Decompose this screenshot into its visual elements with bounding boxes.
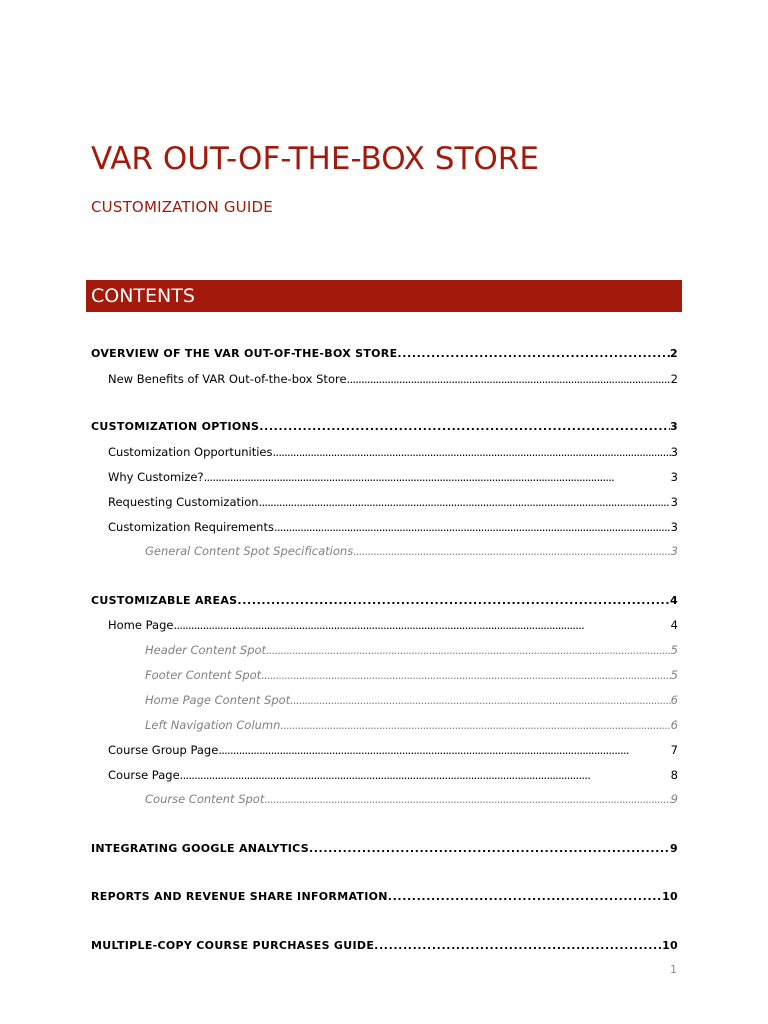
toc-entry-customizable-areas[interactable]: [91, 592, 678, 610]
toc-page-number: 3: [670, 495, 678, 509]
toc-entry-header-content-spot[interactable]: [145, 641, 678, 659]
toc-entry-multiple-copy-purchases[interactable]: [91, 937, 678, 955]
toc-entry-label: New Benefits of VAR Out-of-the-box Store: [108, 372, 347, 386]
toc-entry-requesting-customization[interactable]: [108, 493, 678, 511]
toc-entry-label: Home Page: [108, 618, 174, 632]
toc-page-number: 3: [670, 420, 678, 433]
toc-page-number: 3: [670, 520, 678, 534]
toc-entry-label: MULTIPLE-COPY COURSE PURCHASES GUIDE: [91, 939, 375, 952]
toc-entry-home-page[interactable]: [108, 616, 678, 634]
toc-entry-label: REPORTS AND REVENUE SHARE INFORMATION: [91, 890, 388, 903]
toc-entry-label: CUSTOMIZABLE AREAS: [91, 594, 238, 607]
toc-entry-why-customize[interactable]: [108, 468, 678, 486]
contents-heading: CONTENTS: [91, 285, 195, 307]
toc-page-number: 4: [670, 594, 678, 607]
toc-entry-reports-revenue-share[interactable]: [91, 888, 678, 906]
toc-page-number: 3: [670, 544, 678, 558]
toc-entry-label: Course Content Spot: [145, 792, 265, 806]
document-title: VAR OUT-OF-THE-BOX STORE: [91, 141, 539, 177]
toc-page-number: 10: [662, 890, 678, 903]
toc-entry-customization-opportunities[interactable]: [108, 443, 678, 461]
toc-leader: [273, 443, 671, 461]
toc-leader: [388, 888, 662, 906]
toc-entry-label: CUSTOMIZATION OPTIONS: [91, 420, 260, 433]
toc-entry-google-analytics[interactable]: [91, 840, 678, 858]
toc-entry-left-navigation-column[interactable]: [145, 716, 678, 734]
toc-leader: [397, 345, 670, 363]
toc-page-number: 3: [670, 470, 678, 484]
toc-entry-course-content-spot[interactable]: [145, 790, 678, 808]
toc-leader: [173, 616, 670, 634]
toc-page-number: 2: [670, 347, 678, 360]
toc-page-number: 6: [670, 693, 678, 707]
toc-entry-footer-content-spot[interactable]: [145, 666, 678, 684]
toc-page-number: 3: [670, 445, 678, 459]
toc-entry-label: Header Content Spot: [145, 643, 267, 657]
toc-leader: [204, 468, 671, 486]
toc-entry-overview[interactable]: [91, 345, 678, 363]
toc-page-number: 2: [670, 372, 678, 386]
toc-leader: [274, 518, 671, 536]
toc-entry-general-content-spot[interactable]: [145, 542, 678, 560]
toc-page-number: 9: [670, 842, 678, 855]
toc-page-number: 4: [670, 618, 678, 632]
toc-leader: [353, 542, 670, 560]
toc-entry-customization-options[interactable]: [91, 418, 678, 436]
toc-leader: [280, 716, 670, 734]
toc-entry-label: Left Navigation Column: [145, 718, 281, 732]
toc-entry-label: General Content Spot Specifications: [145, 544, 354, 558]
toc-page-number: 10: [662, 939, 678, 952]
toc-leader: [264, 790, 670, 808]
toc-entry-new-benefits[interactable]: [108, 370, 678, 388]
toc-leader: [374, 937, 662, 955]
toc-leader: [237, 592, 670, 610]
toc-leader: [266, 641, 671, 659]
toc-entry-course-group-page[interactable]: [108, 741, 678, 759]
toc-leader: [259, 493, 671, 511]
toc-page-number: 5: [670, 643, 678, 657]
toc-leader: [261, 666, 670, 684]
toc-entry-label: Home Page Content Spot: [145, 693, 291, 707]
toc-entry-label: Customization Opportunities: [108, 445, 273, 459]
toc-page-number: 6: [670, 718, 678, 732]
toc-leader: [309, 840, 670, 858]
toc-entry-customization-requirements[interactable]: [108, 518, 678, 536]
toc-page-number: 5: [670, 668, 678, 682]
toc-entry-label: Customization Requirements: [108, 520, 274, 534]
toc-leader: [347, 370, 671, 388]
toc-leader: [180, 766, 671, 784]
toc-entry-label: INTEGRATING GOOGLE ANALYTICS: [91, 842, 309, 855]
toc-page-number: 8: [670, 768, 678, 782]
toc-entry-label: Footer Content Spot: [145, 668, 262, 682]
toc-entry-label: Requesting Customization: [108, 495, 259, 509]
page-number: 1: [670, 963, 677, 976]
toc-leader: [218, 741, 670, 759]
toc-entry-label: OVERVIEW OF THE VAR OUT-OF-THE-BOX STORE: [91, 347, 398, 360]
toc-entry-label: Course Page: [108, 768, 180, 782]
toc-entry-home-page-content-spot[interactable]: [145, 691, 678, 709]
contents-heading-bar: [86, 280, 682, 312]
toc-entry-label: Why Customize?: [108, 470, 204, 484]
document-subtitle: CUSTOMIZATION GUIDE: [91, 198, 273, 216]
toc-page-number: 9: [670, 792, 678, 806]
toc-entry-label: Course Group Page: [108, 743, 219, 757]
toc-entry-course-page[interactable]: [108, 766, 678, 784]
toc-leader: [259, 418, 670, 436]
toc-leader: [290, 691, 671, 709]
toc-page-number: 7: [670, 743, 678, 757]
